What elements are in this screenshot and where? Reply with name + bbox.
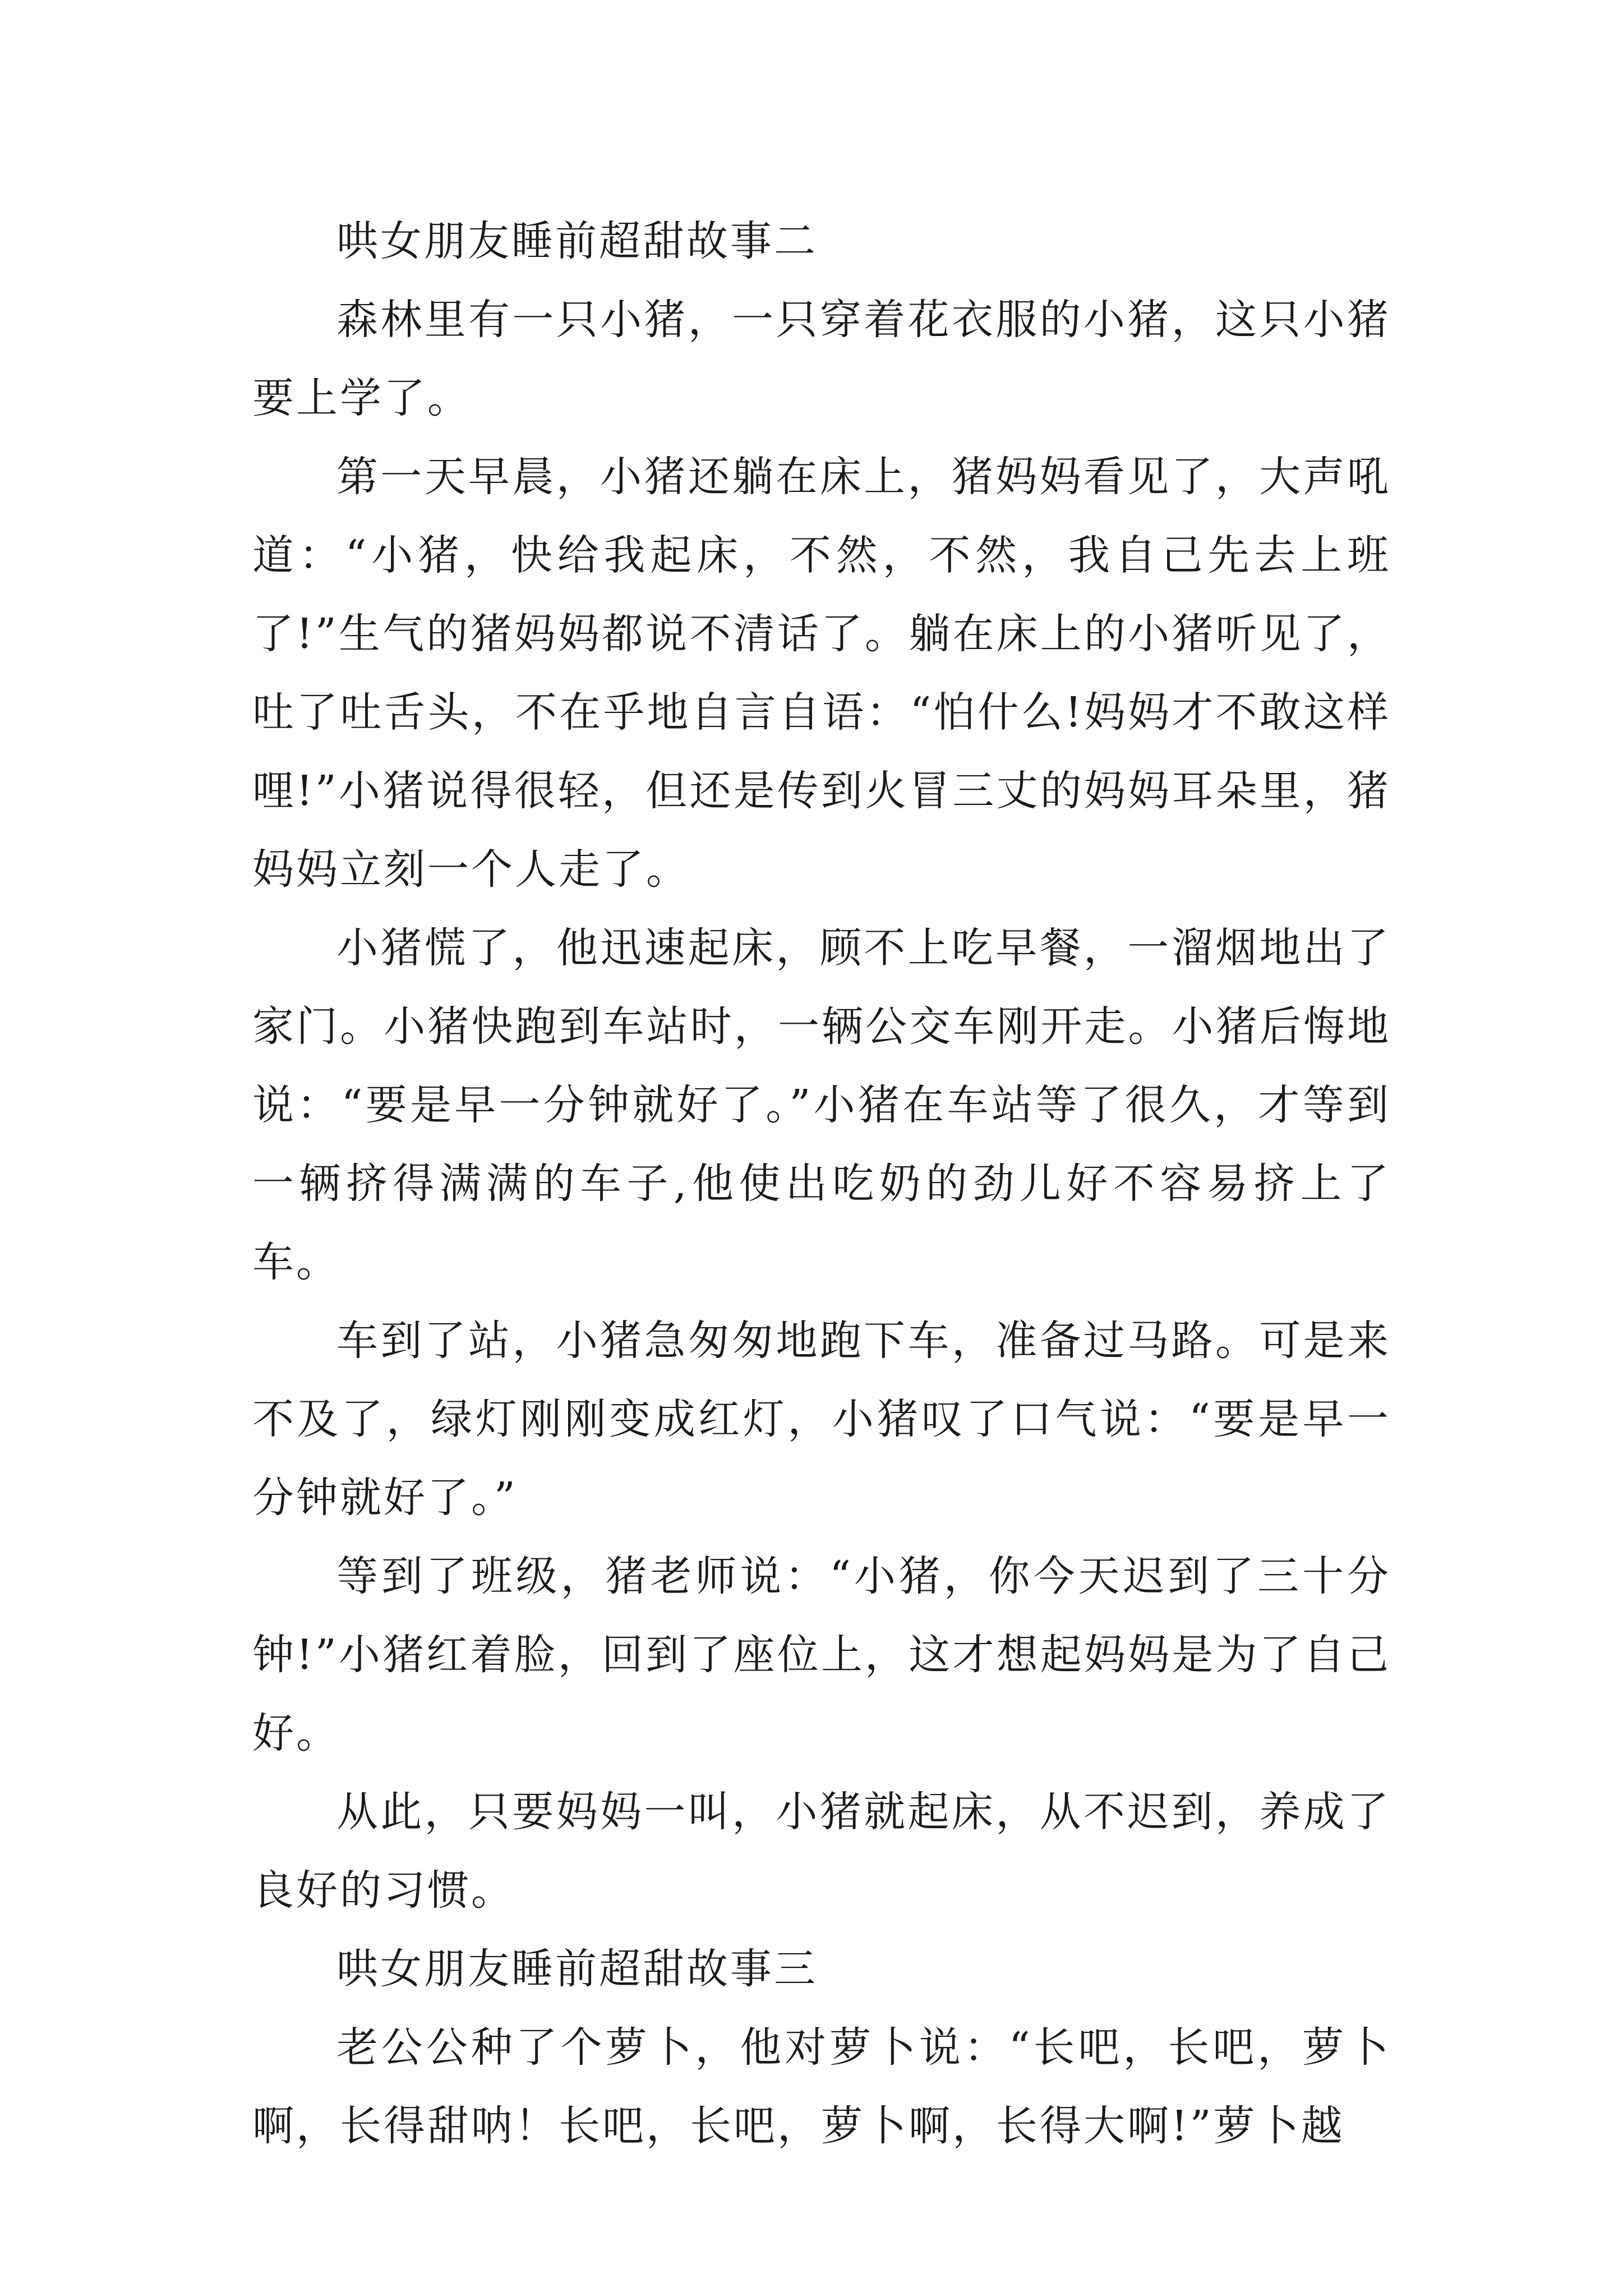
paragraph: 车到了站，小猪急匆匆地跑下车，准备过马路。可是来不及了，绿灯刚刚变成红灯，小猪叹了口气说：“要是早一分钟就好了。”	[252, 1317, 1391, 1522]
paragraph: 小猪慌了，他迅速起床，顾不上吃早餐，一溜烟地出了家门。小猪快跑到车站时，一辆公交车刚开走。小猪后悔地说：“要是早一分钟就好了。”小猪在车站等了很久，才等到一辆挤得满满的车子,他使出吃奶的劲儿好不容易挤上了车。	[252, 924, 1391, 1286]
story-three-title: 哄女朋友睡前超甜故事三	[336, 1945, 818, 1993]
story-two-title: 哄女朋友睡前超甜故事二	[336, 217, 818, 265]
paragraph: 等到了班级，猪老师说：“小猪，你今天迟到了三十分钟!”小猪红着脸，回到了座位上，这才想起妈妈是为了自己好。	[252, 1552, 1391, 1757]
paragraph: 第一天早晨，小猪还躺在床上，猪妈妈看见了，大声吼道：“小猪，快给我起床，不然，不然，我自己先去上班了!”生气的猪妈妈都说不清话了。躺在床上的小猪听见了，吐了吐舌头，不在乎地自言自语：“怕什么!妈妈才不敢这样哩!”小猪说得很轻，但还是传到火冒三丈的妈妈耳朵里，猪妈妈立刻一个人走了。	[252, 453, 1391, 894]
document-body	[252, 202, 1391, 2165]
paragraph: 森林里有一只小猪，一只穿着花衣服的小猪，这只小猪要上学了。	[252, 296, 1391, 422]
paragraph: 从此，只要妈妈一叫，小猪就起床，从不迟到，养成了良好的习惯。	[252, 1788, 1391, 1915]
paragraph: 老公公种了个萝卜，他对萝卜说：“长吧，长吧，萝卜啊，长得甜呐！长吧，长吧，萝卜啊，长得大啊!”萝卜越	[252, 2023, 1391, 2150]
